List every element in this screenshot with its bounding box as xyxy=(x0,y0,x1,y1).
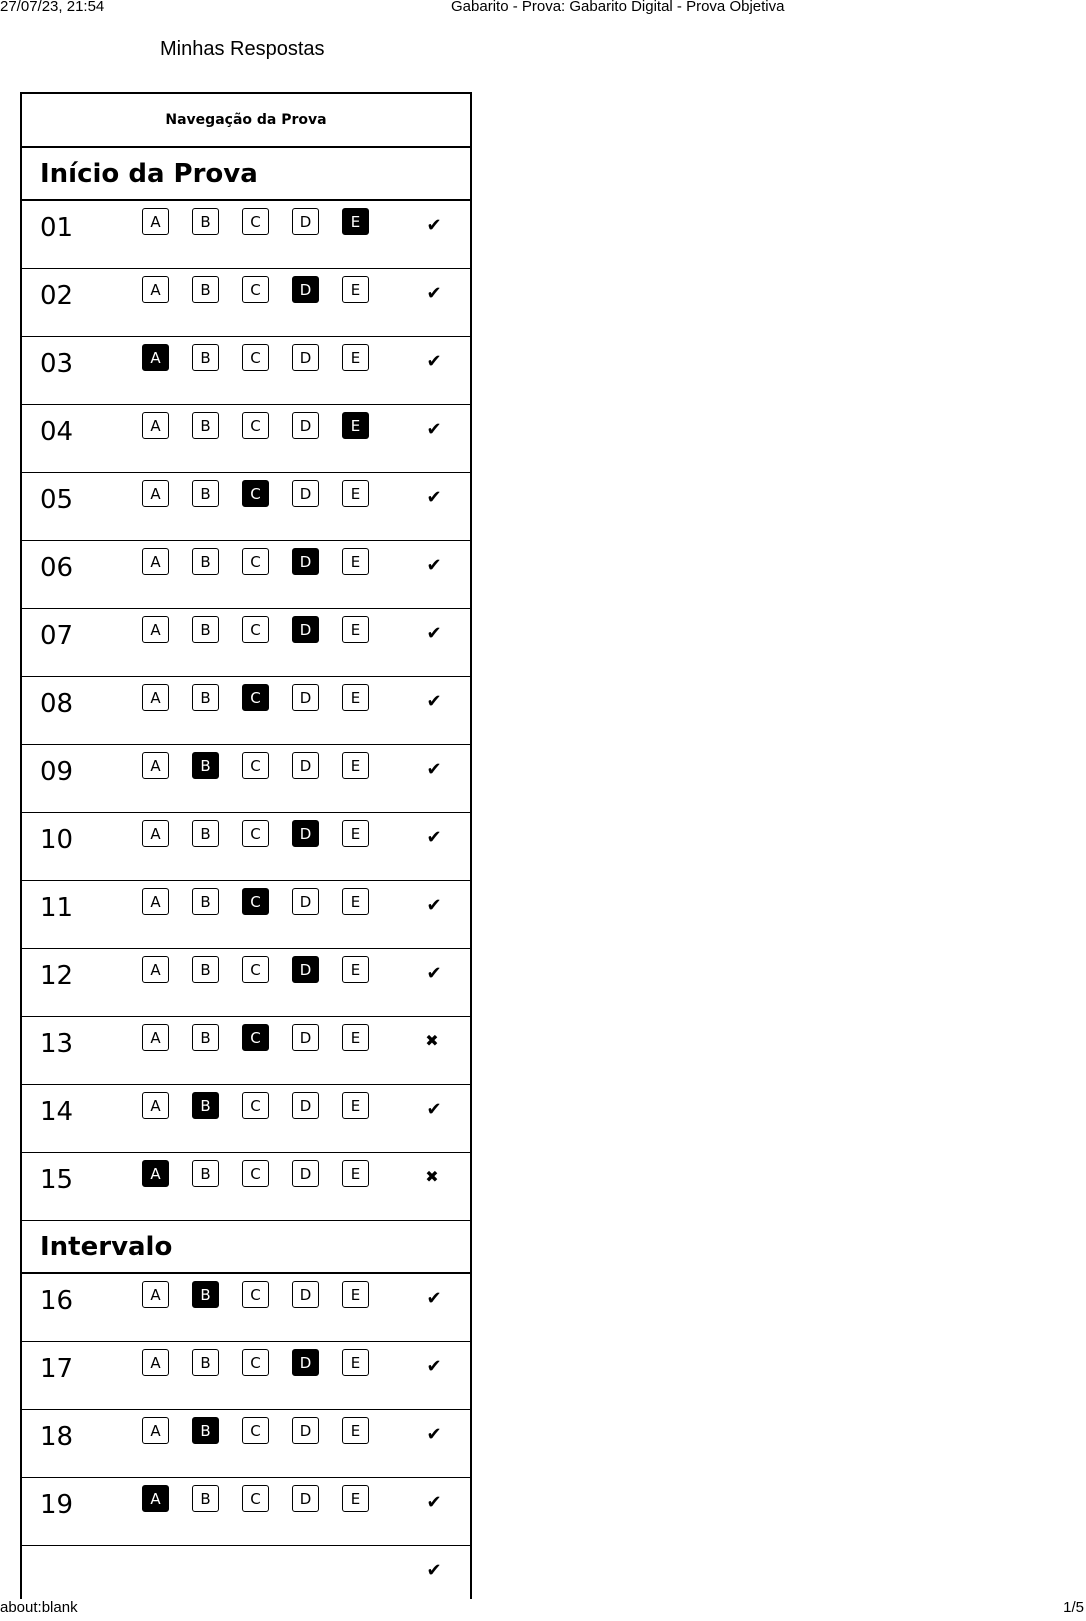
option-c[interactable]: C xyxy=(242,820,269,847)
question-number: 17 xyxy=(40,1354,74,1384)
check-icon: ✔ xyxy=(426,691,442,712)
option-b[interactable]: B xyxy=(192,480,219,507)
option-c[interactable]: C xyxy=(242,684,269,711)
option-d[interactable]: D xyxy=(292,616,319,643)
option-c[interactable]: C xyxy=(242,1349,269,1376)
option-e[interactable]: E xyxy=(342,820,369,847)
option-d[interactable]: D xyxy=(292,344,319,371)
section-title: Início da Prova xyxy=(22,148,470,201)
option-e[interactable]: E xyxy=(342,208,369,235)
option-e[interactable]: E xyxy=(342,1485,369,1512)
check-icon: ✔ xyxy=(426,351,442,372)
option-c[interactable]: C xyxy=(242,888,269,915)
option-c[interactable]: C xyxy=(242,752,269,779)
option-d[interactable]: D xyxy=(292,752,319,779)
option-b[interactable]: B xyxy=(192,1417,219,1444)
option-b[interactable]: B xyxy=(192,1092,219,1119)
option-a[interactable]: A xyxy=(142,820,169,847)
question-number: 09 xyxy=(40,757,74,787)
option-b[interactable]: B xyxy=(192,412,219,439)
option-c[interactable]: C xyxy=(242,616,269,643)
check-icon: ✔ xyxy=(426,215,442,236)
option-c[interactable]: C xyxy=(242,1417,269,1444)
option-d[interactable]: D xyxy=(292,208,319,235)
question-row xyxy=(22,609,470,677)
option-d[interactable]: D xyxy=(292,684,319,711)
option-b[interactable]: B xyxy=(192,548,219,575)
option-a[interactable]: A xyxy=(142,684,169,711)
option-b[interactable]: B xyxy=(192,1160,219,1187)
question-number: 08 xyxy=(40,689,74,719)
panel-title: Navegação da Prova xyxy=(22,94,470,148)
option-c[interactable]: C xyxy=(242,1485,269,1512)
option-a[interactable]: A xyxy=(142,1024,169,1051)
check-icon: ✔ xyxy=(426,283,442,304)
option-a[interactable]: A xyxy=(142,548,169,575)
check-icon: ✔ xyxy=(426,1356,442,1377)
question-number: 03 xyxy=(40,349,74,379)
check-icon: ✔ xyxy=(426,1492,442,1513)
option-e[interactable]: E xyxy=(342,276,369,303)
option-c[interactable]: C xyxy=(242,1092,269,1119)
option-d[interactable]: D xyxy=(292,1485,319,1512)
check-icon: ✔ xyxy=(426,1424,442,1445)
question-number: 12 xyxy=(40,961,74,991)
option-a[interactable]: A xyxy=(142,752,169,779)
question-row xyxy=(22,1085,470,1153)
option-c[interactable]: C xyxy=(242,412,269,439)
question-row xyxy=(22,881,470,949)
option-a[interactable]: A xyxy=(142,1485,169,1512)
question-row xyxy=(22,1274,470,1342)
option-d[interactable]: D xyxy=(292,956,319,983)
option-b[interactable]: B xyxy=(192,956,219,983)
question-number: 15 xyxy=(40,1165,74,1195)
option-b[interactable]: B xyxy=(192,1485,219,1512)
option-c[interactable]: C xyxy=(242,344,269,371)
question-row xyxy=(22,541,470,609)
question-number: 10 xyxy=(40,825,74,855)
check-icon: ✔ xyxy=(426,1560,442,1581)
option-b[interactable]: B xyxy=(192,276,219,303)
option-a[interactable]: A xyxy=(142,1349,169,1376)
print-page-number: 1/5 xyxy=(1063,1599,1084,1616)
check-icon: ✔ xyxy=(426,487,442,508)
option-d[interactable]: D xyxy=(292,1417,319,1444)
question-row xyxy=(22,949,470,1017)
option-e[interactable]: E xyxy=(342,956,369,983)
option-c[interactable]: C xyxy=(242,276,269,303)
option-e[interactable]: E xyxy=(342,752,369,779)
option-e[interactable]: E xyxy=(342,1349,369,1376)
exam-navigation-panel xyxy=(20,92,472,1599)
option-e[interactable]: E xyxy=(342,684,369,711)
question-number: 02 xyxy=(40,281,74,311)
question-number: 11 xyxy=(40,893,74,923)
question-number: 18 xyxy=(40,1422,74,1452)
option-e[interactable]: E xyxy=(342,616,369,643)
option-b[interactable]: B xyxy=(192,1349,219,1376)
question-row xyxy=(22,1546,470,1599)
option-d[interactable]: D xyxy=(292,1160,319,1187)
question-number: 06 xyxy=(40,553,74,583)
question-number: 14 xyxy=(40,1097,74,1127)
check-icon: ✔ xyxy=(426,1288,442,1309)
option-a[interactable]: A xyxy=(142,208,169,235)
print-title: Gabarito - Prova: Gabarito Digital - Prova Objetiva xyxy=(451,0,785,15)
option-d[interactable]: D xyxy=(292,480,319,507)
option-a[interactable]: A xyxy=(142,956,169,983)
option-b[interactable]: B xyxy=(192,684,219,711)
wrong-icon: ✖ xyxy=(425,1167,439,1186)
option-d[interactable]: D xyxy=(292,1092,319,1119)
option-c[interactable]: C xyxy=(242,208,269,235)
option-d[interactable]: D xyxy=(292,548,319,575)
print-url: about:blank xyxy=(0,1599,78,1616)
option-a[interactable]: A xyxy=(142,276,169,303)
question-number: 16 xyxy=(40,1286,74,1316)
check-icon: ✔ xyxy=(426,963,442,984)
question-row xyxy=(22,201,470,269)
option-b[interactable]: B xyxy=(192,616,219,643)
option-d[interactable]: D xyxy=(292,888,319,915)
question-number: 01 xyxy=(40,213,74,243)
question-row xyxy=(22,677,470,745)
question-row xyxy=(22,1478,470,1546)
option-b[interactable]: B xyxy=(192,820,219,847)
option-e[interactable]: E xyxy=(342,888,369,915)
option-c[interactable]: C xyxy=(242,956,269,983)
panel-body xyxy=(22,148,470,1599)
option-e[interactable]: E xyxy=(342,1417,369,1444)
option-b[interactable]: B xyxy=(192,888,219,915)
question-row xyxy=(22,1017,470,1085)
option-d[interactable]: D xyxy=(292,1281,319,1308)
question-number: 04 xyxy=(40,417,74,447)
question-row xyxy=(22,337,470,405)
option-e[interactable]: E xyxy=(342,1160,369,1187)
option-a[interactable]: A xyxy=(142,344,169,371)
option-a[interactable]: A xyxy=(142,412,169,439)
option-e[interactable]: E xyxy=(342,1092,369,1119)
check-icon: ✔ xyxy=(426,827,442,848)
question-row xyxy=(22,473,470,541)
option-e[interactable]: E xyxy=(342,412,369,439)
option-e[interactable]: E xyxy=(342,1281,369,1308)
section-title: Intervalo xyxy=(22,1221,470,1274)
option-e[interactable]: E xyxy=(342,1024,369,1051)
option-c[interactable]: C xyxy=(242,548,269,575)
print-footer xyxy=(0,1597,1086,1619)
check-icon: ✔ xyxy=(426,1099,442,1120)
question-number: 05 xyxy=(40,485,74,515)
option-e[interactable]: E xyxy=(342,344,369,371)
question-number: 13 xyxy=(40,1029,74,1059)
option-e[interactable]: E xyxy=(342,548,369,575)
question-row xyxy=(22,269,470,337)
option-b[interactable]: B xyxy=(192,752,219,779)
wrong-icon: ✖ xyxy=(425,1031,439,1050)
option-c[interactable]: C xyxy=(242,1024,269,1051)
option-b[interactable]: B xyxy=(192,1281,219,1308)
question-row xyxy=(22,405,470,473)
option-b[interactable]: B xyxy=(192,208,219,235)
option-a[interactable]: A xyxy=(142,1281,169,1308)
check-icon: ✔ xyxy=(426,623,442,644)
check-icon: ✔ xyxy=(426,895,442,916)
option-b[interactable]: B xyxy=(192,1024,219,1051)
page-title: Minhas Respostas xyxy=(160,38,325,60)
question-row xyxy=(22,1342,470,1410)
option-a[interactable]: A xyxy=(142,1417,169,1444)
option-a[interactable]: A xyxy=(142,1092,169,1119)
option-e[interactable]: E xyxy=(342,480,369,507)
question-row xyxy=(22,1153,470,1221)
option-c[interactable]: C xyxy=(242,1281,269,1308)
question-number: 19 xyxy=(40,1490,74,1520)
question-row xyxy=(22,745,470,813)
option-d[interactable]: D xyxy=(292,412,319,439)
option-d[interactable]: D xyxy=(292,1024,319,1051)
question-row xyxy=(22,1410,470,1478)
option-a[interactable]: A xyxy=(142,480,169,507)
question-number: 07 xyxy=(40,621,74,651)
option-a[interactable]: A xyxy=(142,1160,169,1187)
option-a[interactable]: A xyxy=(142,616,169,643)
option-d[interactable]: D xyxy=(292,820,319,847)
option-c[interactable]: C xyxy=(242,480,269,507)
check-icon: ✔ xyxy=(426,555,442,576)
option-b[interactable]: B xyxy=(192,344,219,371)
check-icon: ✔ xyxy=(426,759,442,780)
option-d[interactable]: D xyxy=(292,1349,319,1376)
print-date: 27/07/23, 21:54 xyxy=(0,0,105,15)
print-header xyxy=(0,0,1086,22)
option-d[interactable]: D xyxy=(292,276,319,303)
check-icon: ✔ xyxy=(426,419,442,440)
option-a[interactable]: A xyxy=(142,888,169,915)
question-row xyxy=(22,813,470,881)
option-c[interactable]: C xyxy=(242,1160,269,1187)
